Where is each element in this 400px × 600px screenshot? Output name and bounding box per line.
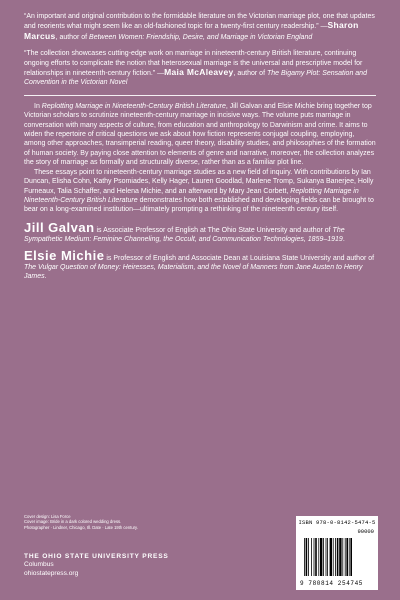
cover-credits <box>24 514 224 530</box>
barcode-bar <box>330 538 332 576</box>
description-paragraph-2: These essays point to nineteenth-century marriage studies as a new field of inquiry. With contributions by Ian Duncan, Elisha Cohn, Kathy Psomiades, Kelly Hager, Lauren Goodlad, Marlene Tromp, Sukanya Banerjee, Holly Furneaux, Talia Schaffer, and Helena Michie, and an afterword by Mary Jean Corbett, Replotting Marriage in Nineteenth-Century British Literature demonstrates how both established and developing fields can be brought to bear on a long-examined institution—ultimately prompting a rethinking of the nineteenth century itself. <box>24 168 374 214</box>
barcode-bar <box>326 538 327 576</box>
divider-rule <box>24 95 376 96</box>
barcode-bar <box>311 538 312 576</box>
barcode-bar <box>323 538 324 576</box>
blurb-author-name: Maia McAleavey <box>164 67 234 78</box>
barcode-bar <box>333 538 334 576</box>
barcode-bar <box>345 538 346 576</box>
blurb-marcus: “An important and original contribution to the formidable literature on the Victorian marriage plot, one that updates and reorients what might seem like an old-fashioned topic for a twenty-first century readership.” —Sharon Marcus, author of Between Women: Friendship, Desire, and Marriage in Victorian England <box>24 13 375 41</box>
blurb-quote: “The collection showcases cutting-edge work on marriage in nineteenth-century British literature, continuing ongoing efforts to complicate the notion that heterosexual marriage is the universal and prescriptive model for relationships in nineteenth-century fiction.” <box>24 50 363 78</box>
barcode-bar <box>342 538 343 576</box>
barcode-bar <box>308 538 309 576</box>
publisher-block <box>24 553 169 578</box>
bio-work: The Vulgar Question of Money: Heiresses, Materialism, and the Novel of Manners from Jane Austen to Henry James <box>24 263 363 281</box>
price-code: 90000 <box>357 528 374 535</box>
blurb-author-work: Between Women: Friendship, Desire, and Marriage in Victorian England <box>89 33 313 41</box>
bio-name: Elsie Michie <box>24 247 105 263</box>
credit-line: Cover image: Bride in a dark colored wedding dress. <box>24 519 122 525</box>
publisher-city: Columbus <box>24 561 54 568</box>
back-cover-content <box>24 12 376 288</box>
barcode-bar <box>304 538 305 576</box>
bio-name: Jill Galvan <box>24 219 95 235</box>
barcode-bars <box>304 538 370 576</box>
barcode-bar <box>339 538 341 576</box>
barcode-bar <box>315 538 317 576</box>
ean-text: 9 780814 254745 <box>300 580 364 587</box>
editor-bios <box>24 219 376 282</box>
barcode-bar <box>320 538 322 576</box>
blurb-author-work: The Bigamy Plot: Sensation and Convention in the Victorian Novel <box>24 70 367 87</box>
description-paragraph-1: In Replotting Marriage in Nineteenth-Century British Literature, Jill Galvan and Elsie Michie bring together top Victorian scholars to scrutinize nineteenth-century marriage in incisive ways. The volume puts marriage in conversation with many aspects of culture, from education and anthropology to Darwinism and crime. It aims to widen the repertoire of critical questions we ask about how fiction represents conjugal coupling, employing, among other approaches, transimperial reading, queer theory, disability studies, and philosophies of the formation of human society. By paying close attention to elements of genre and narrative, moreover, the collection analyzes the story of marriage as formally and structurally diverse, rather than as a familiar plot line. <box>24 102 376 167</box>
bio-galvan: Jill Galvan is Associate Professor of English at The Ohio State University and author of The Sympathetic Medium: Feminine Channeling, the Occult, and Communication Technologies, 1859–1919. <box>24 219 345 244</box>
barcode-bar <box>314 538 315 576</box>
barcode-bar <box>306 538 308 576</box>
blurb-author-name: Sharon Marcus <box>24 20 359 41</box>
barcode-bar <box>350 538 352 576</box>
credit-line: Cover design: Lisa Force <box>24 514 71 519</box>
barcode-bar <box>327 538 328 576</box>
barcode-bar <box>335 538 336 576</box>
blurb-quote: “An important and original contribution to the formidable literature on the Victorian marriage plot, one that updates and reorients what might seem like an old-fashioned topic for a twenty-first century readership.” <box>24 13 375 31</box>
bio-michie: Elsie Michie is Professor of English and Associate Dean at Louisiana State University and author of The Vulgar Question of Money: Heiresses, Materialism, and the Novel of Manners from Jane Austen to Henry James. <box>24 247 375 281</box>
bio-work: The Sympathetic Medium: Feminine Channeling, the Occult, and Communication Technologies, 1859–1919 <box>24 226 345 244</box>
credit-line: Photographer · Lindner, Chicago, Ill. Date · Late 19th century. <box>24 524 138 530</box>
barcode-bar <box>318 538 319 576</box>
isbn-text: ISBN 978-0-8142-5474-5 <box>298 519 376 526</box>
barcode-bar <box>337 538 339 576</box>
publisher-website: ohiostatepress.org <box>24 570 79 577</box>
publisher-name: THE OHIO STATE UNIVERSITY PRESS <box>24 553 169 560</box>
blurb-mcaleavey: “The collection showcases cutting-edge work on marriage in nineteenth-century British literature, continuing ongoing efforts to complicate the notion that heterosexual marriage is the universal and prescriptive model for relationships in nineteenth-century fiction.” —Maia McAleavey, author of The Bigamy Plot: Sensation and Convention in the Victorian Novel <box>24 50 367 87</box>
barcode-bar <box>346 538 348 576</box>
barcode-block <box>296 516 378 590</box>
book-description <box>24 102 376 215</box>
barcode-bar <box>349 538 350 576</box>
